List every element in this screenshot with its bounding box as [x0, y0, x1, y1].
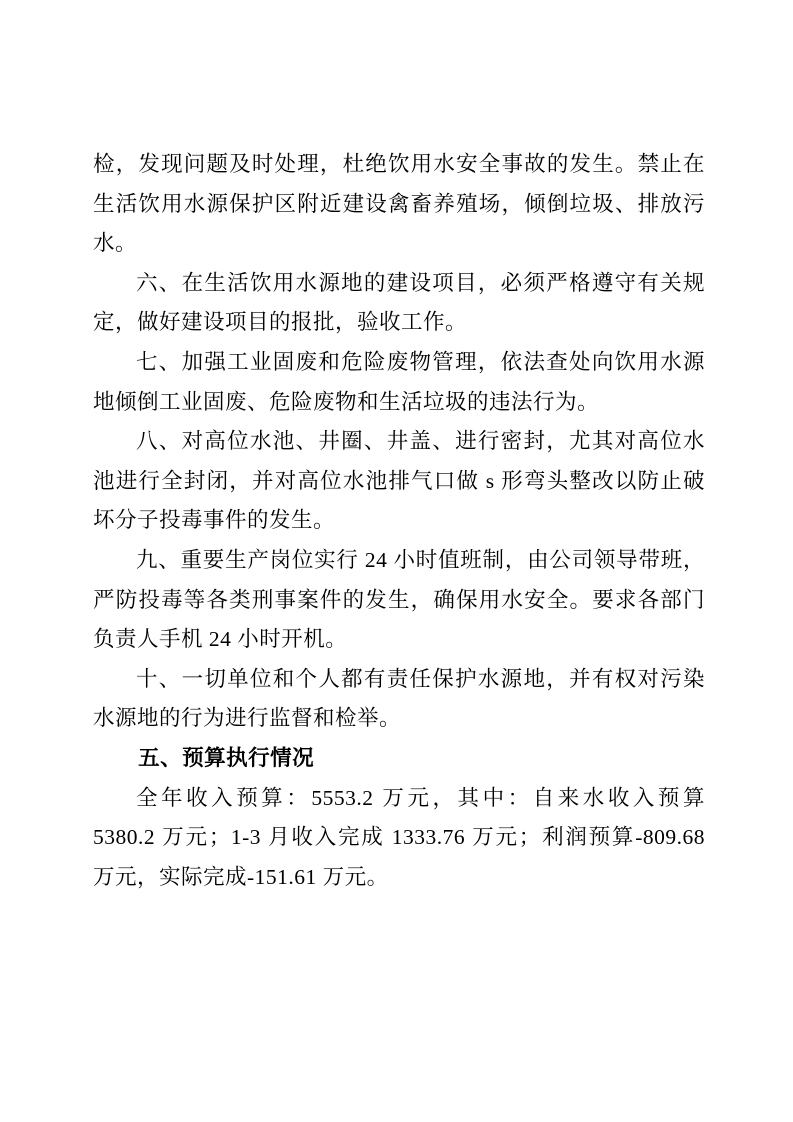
item-paragraph-seven: 七、加强工业固废和危险废物管理，依法查处向饮用水源地倾倒工业固废、危险废物和生活垃圾的违法行为。: [93, 349, 705, 414]
continuation-paragraph: 检，发现问题及时处理，杜绝饮用水安全事故的发生。禁止在生活饮用水源保护区附近建设禽畜养殖场，倾倒垃圾、排放污水。: [93, 152, 705, 256]
item-paragraph-nine: 九、重要生产岗位实行 24 小时值班制，由公司领导带班，严防投毒等各类刑事案件的发生，确保用水安全。要求各部门负责人手机 24 小时开机。: [93, 547, 705, 652]
item-paragraph-eight: 八、对高位水池、井圈、井盖、进行密封，尤其对高位水池进行全封闭，并对高位水池排气口做 s 形弯头整改以防止破坏分子投毒事件的发生。: [93, 429, 705, 533]
budget-paragraph: 全年收入预算：5553.2 万元，其中：自来水收入预算 5380.2 万元；1-3 月收入完成 1333.76 万元；利润预算-809.68 万元，实际完成-151.61 万元。: [93, 785, 705, 889]
section-heading-budget-execution: 五、预算执行情况: [138, 745, 315, 770]
item-paragraph-ten: 十、一切单位和个人都有责任保护水源地，并有权对污染水源地的行为进行监督和检举。: [93, 666, 705, 731]
item-paragraph-six: 六、在生活饮用水源地的建设项目，必须严格遵守有关规定，做好建设项目的报批，验收工作。: [93, 270, 705, 335]
